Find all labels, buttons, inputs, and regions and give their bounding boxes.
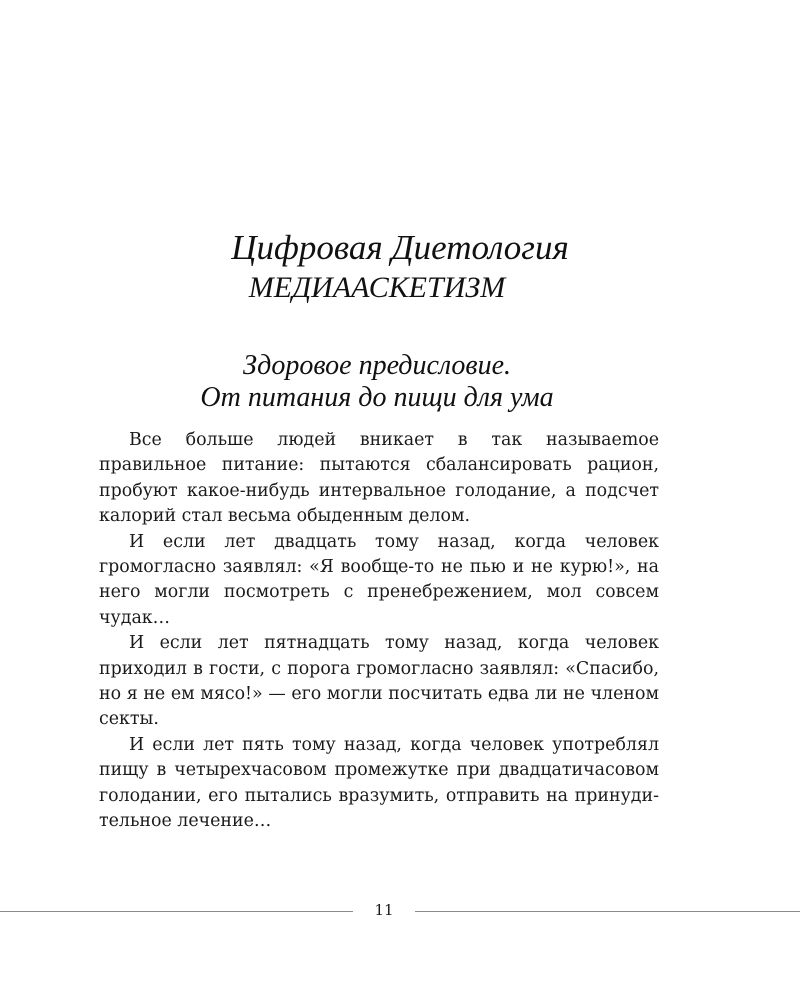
- footer-rule-right: [415, 911, 800, 912]
- paragraph: И если лет пятнадцать тому назад, когда человек приходил в гости, с порога громогласно заявлял: «Спасибо, но я не ем мясо!» — его могли посчитать едва ли не членом секты.: [99, 633, 659, 730]
- footer-rule-left: [0, 911, 353, 912]
- chapter-heading-line: Здоровое предисловие.: [242, 350, 512, 381]
- paragraph: И если лет двадцать тому назад, когда человек громогласно заявлял: «Я вообще-то не пью и не курю!», на него могли посмотреть с пренебрежением, мол совсем чудак…: [99, 531, 659, 628]
- paragraph: Все больше людей вникает в так называеmое правильное питание: пытаются сбалансировать рацион, пробуют какое-нибудь интервальное голодание, а подсчет калорий стал весьма обыденным делом.: [99, 430, 659, 527]
- page-number: 11: [374, 901, 394, 919]
- chapter-heading: [0, 350, 754, 414]
- body-text: [99, 428, 659, 835]
- book-subtitle: МЕДИААСКЕТИЗМ: [248, 271, 506, 304]
- paragraph: И если лет пять тому назад, когда человек употреблял пищу в четырехчасовом промежутке при двадцатичасовом голодании, его пытались вразумить, отправить на принудительное лечение…: [99, 734, 659, 832]
- chapter-heading-line: От питания до пищи для ума: [200, 382, 554, 413]
- book-title: Цифровая Диетология: [231, 228, 569, 267]
